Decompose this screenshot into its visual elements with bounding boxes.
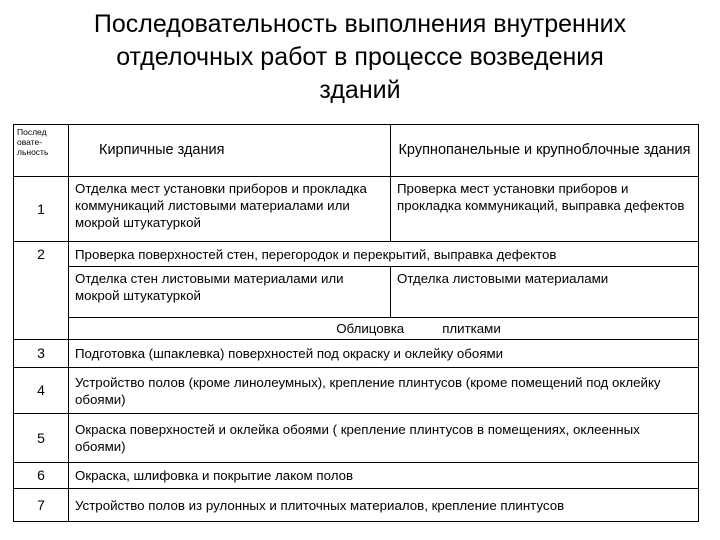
table-row: [14, 318, 699, 340]
row-number: 5: [14, 414, 69, 463]
panel-cell: Проверка мест установки приборов и прокладка коммуникаций, выправка дефектов: [391, 177, 699, 242]
row-number: 7: [14, 489, 69, 522]
title-line-1: Последовательность выполнения внутренних: [93, 10, 627, 38]
table-row: [14, 489, 699, 522]
table-row: [14, 414, 699, 463]
header-sequence: Послед овате- льность: [14, 125, 69, 177]
common-cell: Проверка поверхностей стен, перегородок и перекрытий, выправка дефектов: [69, 242, 699, 267]
work-cell: Подготовка (шпаклевка) поверхностей под окраску и оклейку обоями: [69, 340, 699, 368]
table-row: [14, 177, 699, 242]
row-number: 6: [14, 463, 69, 489]
row-number: 2: [14, 242, 69, 340]
title-line-3: зданий: [319, 76, 401, 104]
table-row: [14, 340, 699, 368]
row-number: 1: [14, 177, 69, 242]
work-cell: Окраска, шлифовка и покрытие лаком полов: [69, 463, 699, 489]
table-header-row: [14, 125, 699, 177]
work-cell: Устройство полов из рулонных и плиточных материалов, крепление плинтусов: [69, 489, 699, 522]
work-cell: Окраска поверхностей и оклейка обоями ( крепление плинтусов в помещениях, оклеенных обоями): [69, 414, 699, 463]
row-number: 4: [14, 368, 69, 414]
header-panel-buildings: Крупнопанельные и крупноблочные здания: [391, 125, 699, 177]
brick-cell: Отделка мест установки приборов и прокладка коммуникаций листовыми материалами или мокрой штукатуркой: [69, 177, 391, 242]
table-row: [14, 463, 699, 489]
brick-cell: Отделка стен листовыми материалами или мокрой штукатуркой: [69, 267, 391, 318]
title-line-2: отделочных работ в процессе возведения: [116, 43, 604, 71]
table-row: [14, 242, 699, 267]
tiling-word-2: плитками: [442, 321, 501, 336]
tiling-word-1: Облицовка: [336, 321, 405, 336]
tiling-cell: [69, 318, 699, 340]
header-brick-buildings: Кирпичные здания: [69, 125, 391, 177]
work-cell: Устройство полов (кроме линолеумных), крепление плинтусов (кроме помещений под оклейку обоями): [69, 368, 699, 414]
table-row: [14, 267, 699, 318]
panel-cell: Отделка листовыми материалами: [391, 267, 699, 318]
page-title: [40, 8, 680, 107]
row-number: 3: [14, 340, 69, 368]
table-row: [14, 368, 699, 414]
works-sequence-table: [13, 124, 699, 522]
